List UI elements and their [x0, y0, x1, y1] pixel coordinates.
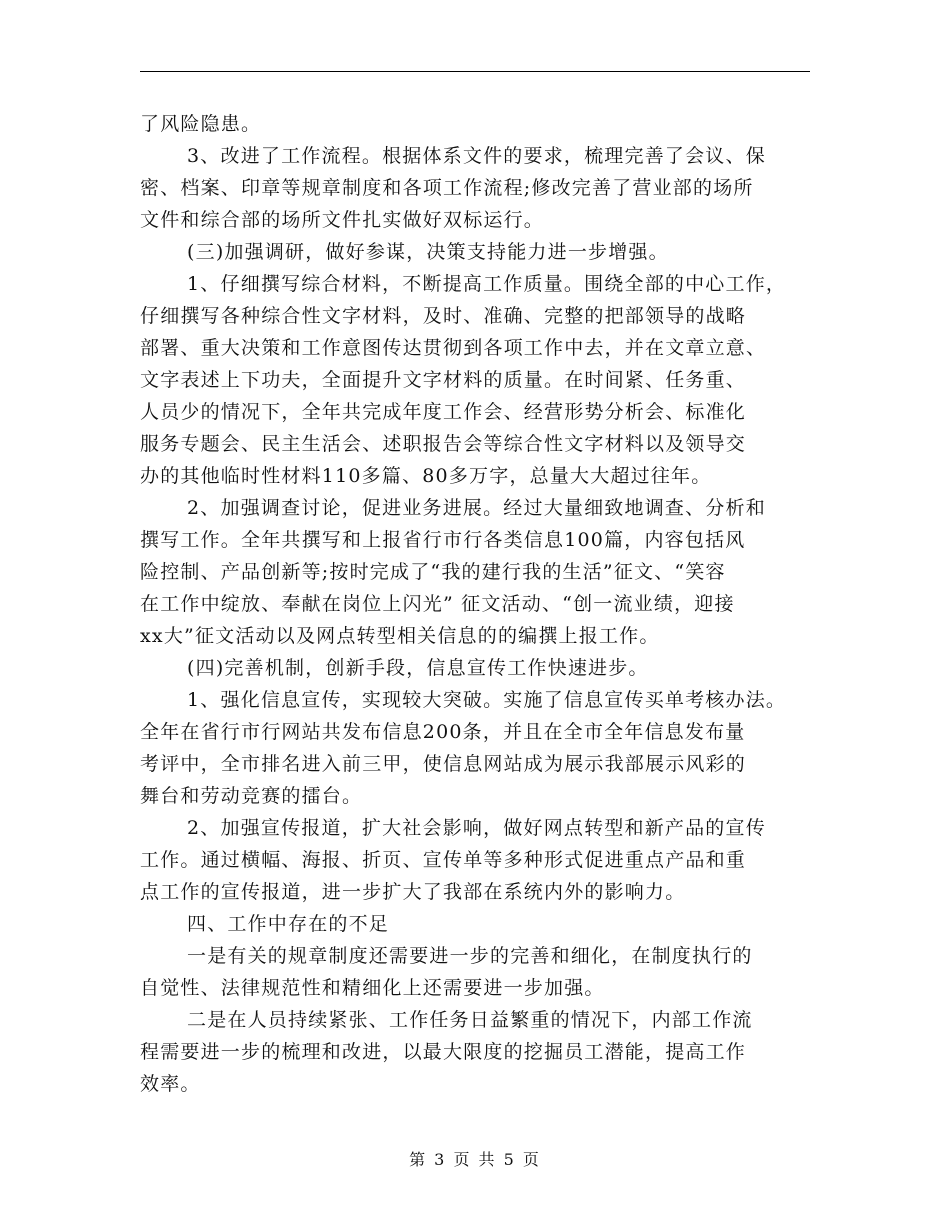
text-line: 服务专题会、民主生活会、述职报告会等综合性文字材料以及领导交 [140, 433, 747, 455]
text-line: 2、加强宣传报道，扩大社会影响，做好网点转型和新产品的宣传 [187, 817, 766, 839]
text-line: 险控制、产品创新等;按时完成了“我的建行我的生活”征文、“笑容 [140, 561, 726, 583]
text-line: 办的其他临时性材料110多篇、80多万字，总量大大超过往年。 [140, 465, 712, 487]
text-line: xx大”征文活动以及网点转型相关信息的的编撰上报工作。 [140, 625, 660, 647]
text-line: 2、加强调查讨论，促进业务进展。经过大量细致地调查、分析和 [187, 497, 766, 519]
document-body [140, 108, 820, 1100]
text-line: 一是有关的规章制度还需要进一步的完善和细化，在制度执行的 [187, 945, 753, 967]
text-line: 效率。 [140, 1073, 201, 1095]
text-line: 部署、重大决策和工作意图传达贯彻到各项工作中去，并在文章立意、 [140, 337, 767, 359]
text-line: 点工作的宣传报道，进一步扩大了我部在系统内外的影响力。 [140, 881, 686, 903]
text-line: (三)加强调研，做好参谋，决策支持能力进一步增强。 [187, 241, 669, 263]
text-line: 文字表述上下功夫，全面提升文字材料的质量。在时间紧、任务重、 [140, 369, 747, 391]
text-line: 1、强化信息宣传，实现较大突破。实施了信息宣传买单考核办法。 [187, 689, 787, 711]
text-line: 了风险隐患。 [140, 113, 262, 135]
text-line: 工作。通过横幅、海报、折页、宣传单等多种形式促进重点产品和重 [140, 849, 747, 871]
text-line: (四)完善机制，创新手段，信息宣传工作快速进步。 [187, 657, 649, 679]
header-rule [140, 71, 810, 72]
text-line: 在工作中绽放、奉献在岗位上闪光” 征文活动、“创一流业绩，迎接 [140, 593, 735, 615]
text-line: 人员少的情况下，全年共完成年度工作会、经营形势分析会、标准化 [140, 401, 747, 423]
text-line: 舞台和劳动竞赛的擂台。 [140, 785, 363, 807]
text-line: 仔细撰写各种综合性文字材料，及时、准确、完整的把部领导的战略 [140, 305, 747, 327]
text-line: 1、仔细撰写综合材料，不断提高工作质量。围绕全部的中心工作， [187, 273, 787, 295]
text-line: 全年在省行市行网站共发布信息200条，并且在全市全年信息发布量 [140, 721, 746, 743]
text-line: 四、工作中存在的不足 [187, 913, 390, 935]
text-line: 3、改进了工作流程。根据体系文件的要求，梳理完善了会议、保 [187, 145, 766, 167]
text-line: 程需要进一步的梳理和改进，以最大限度的挖掘员工潜能，提高工作 [140, 1041, 747, 1063]
text-line: 考评中，全市排名进入前三甲，使信息网站成为展示我部展示风彩的 [140, 753, 747, 775]
text-line: 撰写工作。全年共撰写和上报省行市行各类信息100篇，内容包括风 [140, 529, 746, 551]
text-line: 自觉性、法律规范性和精细化上还需要进一步加强。 [140, 977, 605, 999]
text-line: 二是在人员持续紧张、工作任务日益繁重的情况下，内部工作流 [187, 1009, 753, 1031]
text-line: 密、档案、印章等规章制度和各项工作流程;修改完善了营业部的场所 [140, 177, 754, 199]
page-footer: 第 3 页 共 5 页 [409, 1150, 541, 1169]
text-line: 文件和综合部的场所文件扎实做好双标运行。 [140, 209, 545, 231]
